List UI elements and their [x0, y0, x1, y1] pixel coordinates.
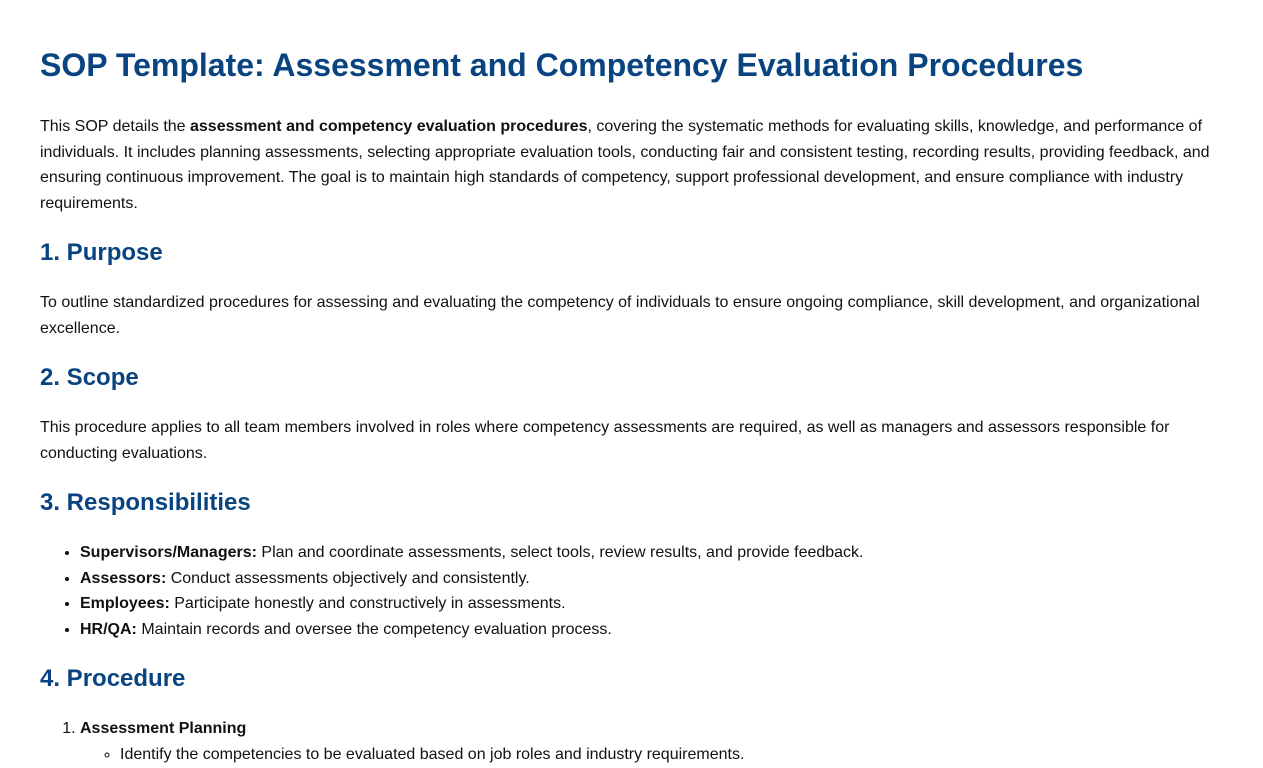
list-item: [80, 540, 1220, 566]
intro-text-end: , covering the systematic methods for evaluating skills, knowledge, and performance of individuals. It includes planning assessments, selecting appropriate evaluation tools, conducting fair and consistent testing, recording results, providing feedback, and ensuring continuous improvement. The goal is to maintain high standards of competency, support professional development, and ensure compliance with industry requirements.: [40, 118, 1210, 212]
sop-document: [40, 0, 1220, 767]
role-description: Conduct assessments objectively and consistently.: [166, 569, 530, 587]
scope-heading: 2. Scope: [40, 364, 139, 391]
role-label: HR/QA:: [80, 620, 137, 638]
role-label: Employees:: [80, 595, 170, 612]
list-item: [80, 566, 1220, 592]
scope-text: This procedure applies to all team members involved in roles where competency assessments are required, as well as managers and assessors responsible for conducting evaluations.: [40, 419, 1170, 462]
role-description: Participate honestly and constructively in assessments.: [169, 595, 566, 612]
procedure-steps-list: [40, 716, 1220, 767]
list-item: ◦ Identify the competencies to be evaluated based on job roles and industry requirements.: [120, 742, 1220, 768]
intro-paragraph: [40, 114, 1220, 216]
step-title: Assessment Planning: [80, 720, 247, 737]
procedure-step: [80, 716, 1220, 767]
intro-text-start: This SOP details the: [40, 118, 190, 135]
list-item: [80, 591, 1220, 617]
responsibilities-list: [40, 540, 1220, 642]
step-subitems: [80, 742, 1220, 768]
role-description: Maintain records and oversee the competency evaluation process.: [136, 620, 612, 638]
purpose-heading: 1. Purpose: [40, 239, 163, 266]
page-title: SOP Template: Assessment and Competency Evaluation Procedures: [40, 47, 1084, 83]
purpose-text: To outline standardized procedures for assessing and evaluating the competency of individuals to ensure ongoing compliance, skill development, and organizational excellence.: [40, 294, 1200, 337]
responsibilities-heading: 3. Responsibilities: [40, 489, 251, 516]
role-label: Assessors:: [80, 569, 167, 587]
role-label: Supervisors/Managers:: [80, 544, 257, 561]
list-item: [80, 617, 1220, 643]
role-description: Plan and coordinate assessments, select tools, review results, and provide feedback.: [256, 544, 864, 561]
intro-bold-phrase: assessment and competency evaluation procedures: [190, 118, 588, 135]
procedure-heading: 4. Procedure: [40, 665, 186, 692]
